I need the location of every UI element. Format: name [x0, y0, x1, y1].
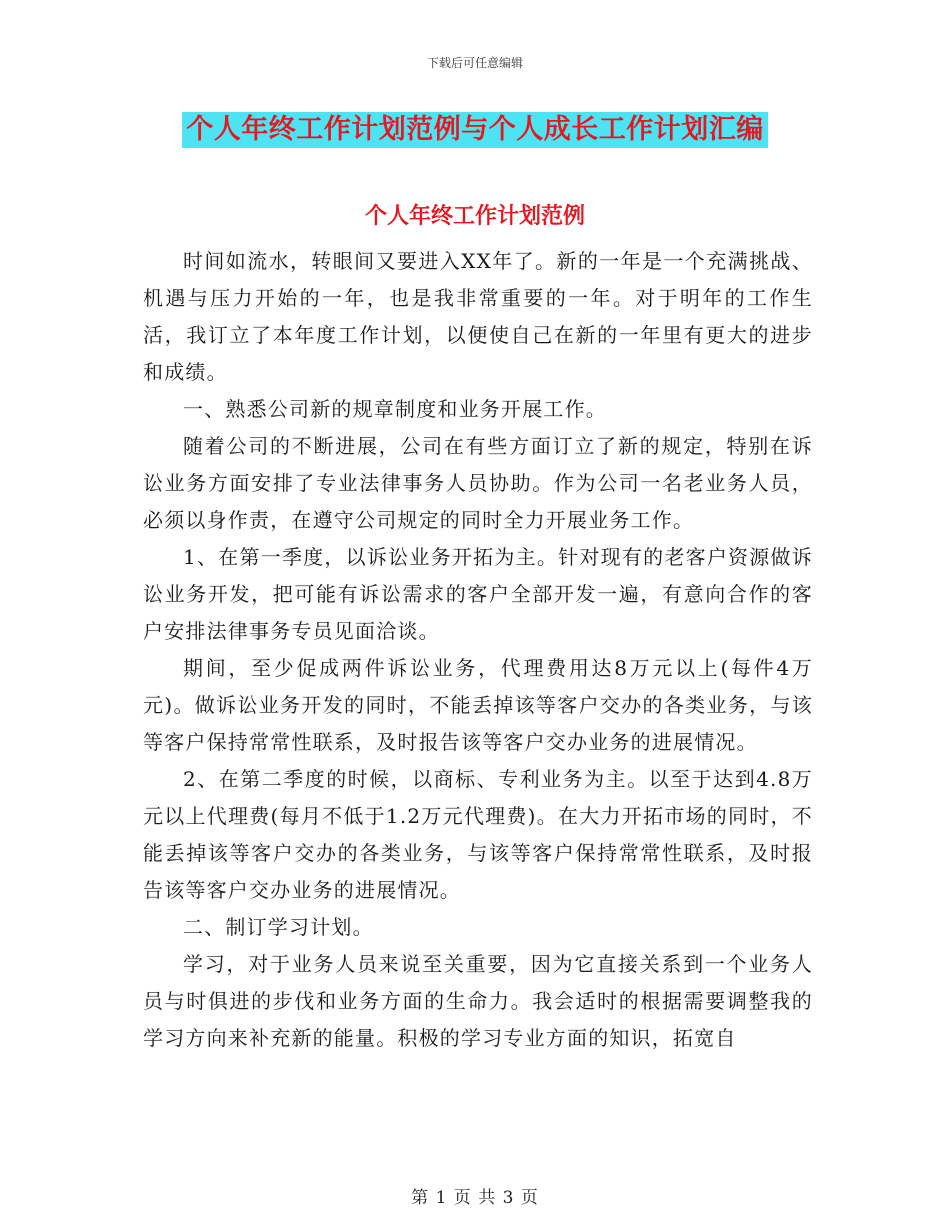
- paragraph: 随着公司的不断进展，公司在有些方面订立了新的规定，特别在诉讼业务方面安排了专业法律事务人员协助。作为公司一名老业务人员，必须以身作责，在遵守公司规定的同时全力开展业务工作。: [143, 434, 813, 532]
- paragraph: 2、在第二季度的时候，以商标、专利业务为主。以至于达到4.8万元以上代理费(每月不低于1.2万元代理费)。在大力开拓市场的同时，不能丢掉该等客户交办的各类业务，与该等客户保持常常性联系，及时报告该等客户交办业务的进展情况。: [143, 767, 813, 902]
- document-title-container: [0, 112, 950, 148]
- paragraph: 二、制订学习计划。: [183, 915, 374, 939]
- paragraph: 学习，对于业务人员来说至关重要，因为它直接关系到一个业务人员与时俱进的步伐和业务方面的生命力。我会适时的根据需要调整我的学习方向来补充新的能量。积极的学习专业方面的知识，拓宽自: [143, 952, 813, 1050]
- section-title: 个人年终工作计划范例: [364, 203, 585, 229]
- paragraph: 一、熟悉公司新的规章制度和业务开展工作。: [183, 397, 607, 421]
- paragraph: 期间，至少促成两件诉讼业务，代理费用达8万元以上(每件4万元)。做诉讼业务开发的同时，不能丢掉该等客户交办的各类业务，与该等客户保持常常性联系，及时报告该等客户交办业务的进展情况。: [143, 656, 813, 754]
- document-title: 个人年终工作计划范例与个人成长工作计划汇编: [182, 112, 768, 148]
- paragraph: 1、在第一季度，以诉讼业务开拓为主。针对现有的老客户资源做诉讼业务开发，把可能有诉讼需求的客户全部开发一遍，有意向合作的客户安排法律事务专员见面洽谈。: [143, 545, 813, 643]
- header-note: 下载后可任意编辑: [426, 56, 523, 70]
- page-footer: 第 1 页 共 3 页: [411, 1188, 539, 1208]
- document-body: [143, 243, 813, 1057]
- paragraph: 时间如流水，转眼间又要进入XX年了。新的一年是一个充满挑战、机遇与压力开始的一年，也是我非常重要的一年。对于明年的工作生活，我订立了本年度工作计划，以便使自己在新的一年里有更大的进步和成绩。: [143, 249, 813, 384]
